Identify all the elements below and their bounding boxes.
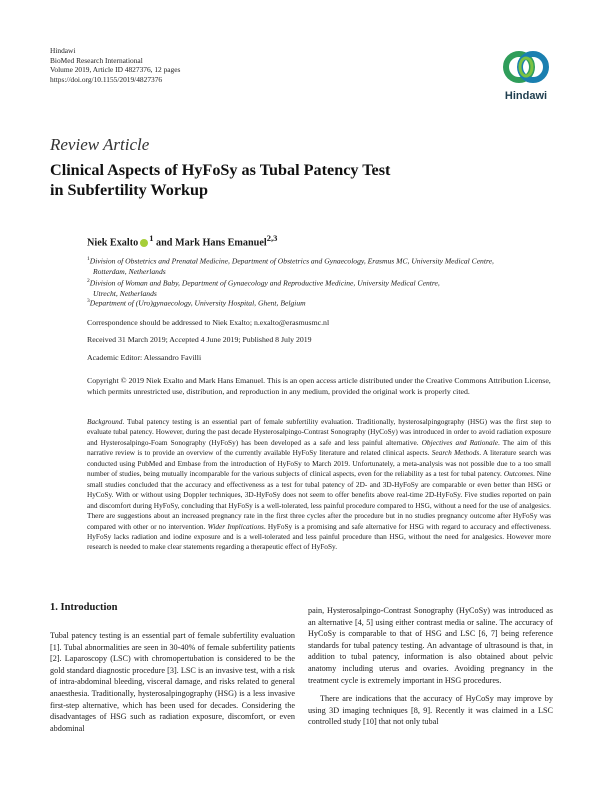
author-name[interactable]: and Mark Hans Emanuel	[156, 237, 267, 249]
paragraph: Tubal patency testing is an essential part of female subfertility evaluation [1]. Tubal abnormalities are seen in 30-40% of female subfertility patients [2]. Laparoscopy (LSC) with chromopertubation is considered to be the gold standard diagnostic procedure [3]. LSC is an invasive test, with a risk of intra-abdominal bleeding, visceral damage, and risks related to general anaesthesia. Traditionally, hysterosalpingography (HSG) is a less invasive first-step alternative, which has been used for decades. Considering the disadvantages of HSG such as radiation exposure, discomfort, or even abdominal	[50, 631, 295, 733]
academic-editor: Academic Editor: Alessandro Favilli	[87, 353, 202, 362]
article-title	[50, 160, 550, 200]
affiliation: $^2$Division of Woman and Baby, Department of Gynaecology and Reproductive Medicine, University Medical Centre, Utrecht, Netherlands	[87, 278, 440, 298]
abstract: Background. Tubal patency testing is an essential part of female subfertility evaluation. Traditionally, hysterosalpingography (HSG) was the first step to evaluate tubal patency. However, during the past decade Hysterosalpingo-Contrast Sonography (HyCoSy) was introduced in order to avoid radiation exposure and Hysterosalpingo-Foam Sonography (HyFoSy) has been developed as a safe and less painful alternative. Objectives and Rationale. The aim of this narrative review is to provide an overview of the currently available HyFoSy literature and related clinical aspects. Search Methods. A literature search was conducted using PubMed and Embase from the introduction of HyFoSy to March 2019. Unfortunately, a meta-analysis was not possible due to a too small number of studies, being mutually incomparable for the various subjects of clinical aspects, even for the reliability as a test for tubal patency. Outcomes. Nine small studies concluded that the accuracy and effectiveness as a test for tubal patency of 2D- and 3D-HyFoSy are comparable or even better than HSG or HyCoSy. With or without using Doppler techniques, 3D-HyFoSy does not seem to offer benefits above real-time 2D-HyFoSy. Five studies reported on pain and discomfort during HyFoSy, concluding that HyFoSy is a well-tolerated, less painful procedure compared to HSG, without a need for the use of analgesics. There are suggestions about an increased pregnancy rate in the first three cycles after the procedure but in no studies pregnancy outcome after HyFoSy was compared with other or no intervention. Wider Implications. HyFoSy is a promising and safe alternative for HSG with regard to accuracy and effectiveness. HyFoSy lacks radiation and iodine exposure and is a well-tolerated and less painful procedure than HSG, without the need for analgesics. However more research is needed to make clear statements regarding a therapeutic effect of HyFoSy.	[87, 417, 551, 552]
body-column-right	[308, 605, 553, 728]
article-type: Review Article	[50, 135, 150, 154]
title-line-2: in Subfertility Workup	[50, 181, 209, 199]
author-affiliation-sup: 1	[149, 233, 154, 243]
abstract-label: Outcomes	[503, 469, 533, 479]
orcid-icon[interactable]	[140, 239, 148, 247]
volume-line: Volume 2019, Article ID 4827376, 12 pages	[50, 65, 181, 75]
correspondence: Correspondence should be addressed to Niek Exalto; n.exalto@erasmusmc.nl	[87, 318, 330, 327]
abstract-label: Objectives and Rationale	[421, 437, 498, 447]
hindawi-logo-icon	[498, 46, 554, 90]
copyright-notice: Copyright © 2019 Niek Exalto and Mark Hans Emanuel. This is an open access article distributed under the Creative Commons Attribution License, which permits unrestricted use, distribution, and reproduction in any medium, provided the original work is properly cited.	[87, 376, 551, 396]
doi-link[interactable]: https://doi.org/10.1155/2019/4827376	[50, 74, 163, 84]
body-column-left	[50, 630, 295, 734]
publication-dates: Received 31 March 2019; Accepted 4 June 2019; Published 8 July 2019	[87, 335, 312, 344]
title-line-1: Clinical Aspects of HyFoSy as Tubal Patency Test	[50, 161, 391, 179]
section-heading: 1. Introduction	[50, 602, 118, 613]
affiliation: $^1$Division of Obstetrics and Prenatal Medicine, Department of Obstetrics and Gynaecology, Erasmus MC, University Medical Centre, Rotterdam, Netherlands	[87, 256, 494, 276]
author-list	[87, 233, 277, 248]
affiliation: $^3$Department of (Uro)gynaecology, University Hospital, Ghent, Belgium	[87, 298, 306, 308]
journal-metadata	[50, 46, 180, 84]
abstract-label: Background	[87, 417, 123, 426]
abstract-label: Search Methods	[431, 448, 480, 458]
author-affiliation-sup: 2,3	[266, 233, 278, 243]
abstract-label: Wider Implications	[207, 521, 264, 531]
paragraph: There are indications that the accuracy of HyCoSy may improve by using 3D imaging techniques [8, 9]. Recently it was claimed in a LSC controlled study [10] that not only tubal	[308, 694, 553, 727]
logo-wordmark: Hindawi	[504, 90, 548, 102]
paragraph: pain, Hysterosalpingo-Contrast Sonography (HyCoSy) was introduced as an alternative [4, 5] using either contrast media or saline. The accuracy of HyCoSy is comparable to that of HSG and LSC [6, 7] being reference standards for tubal patency testing. An advantage of ultrasound is that, in addition to tubal patency, information is also obtained about pelvic anatomy including uterus and ovaries. Avoiding pregnancy in the treatment cycle is extremely important in HSG procedures.	[308, 606, 553, 685]
journal-name: BioMed Research International	[50, 55, 143, 65]
hindawi-logo[interactable]	[498, 46, 554, 106]
author-name[interactable]: Niek Exalto	[87, 237, 139, 249]
publisher-name: Hindawi	[50, 46, 76, 55]
